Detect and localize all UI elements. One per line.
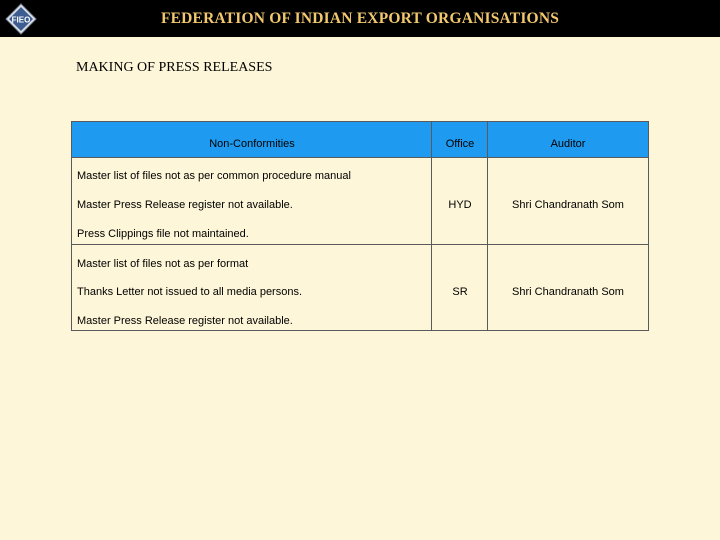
- organisation-title: FEDERATION OF INDIAN EXPORT ORGANISATIONS: [160, 10, 560, 27]
- column-header-nonconformities: Non-Conformities: [209, 138, 295, 150]
- table-row-1-item-2: Master Press Release register not available.: [77, 199, 293, 211]
- table-row-1-auditor: Shri Chandranath Som: [512, 199, 624, 211]
- header-divider: [72, 157, 648, 158]
- column-divider: [487, 122, 488, 330]
- nonconformity-table: [71, 121, 649, 331]
- slide-title: MAKING OF PRESS RELEASES: [76, 60, 273, 75]
- table-row-1-office: HYD: [448, 199, 472, 211]
- table-row-1-item-3: Press Clippings file not maintained.: [77, 228, 249, 240]
- table-row-2-item-1: Master list of files not as per format: [77, 258, 249, 270]
- row-divider: [72, 244, 648, 245]
- table-row-2-item-2: Thanks Letter not issued to all media persons.: [77, 286, 303, 298]
- column-header-auditor: Auditor: [550, 138, 586, 150]
- column-divider: [431, 122, 432, 330]
- table-row-2-auditor: Shri Chandranath Som: [512, 286, 624, 298]
- table-row-1-item-1: Master list of files not as per common procedure manual: [77, 170, 351, 182]
- column-header-office: Office: [445, 138, 475, 150]
- svg-text:FIEO: FIEO: [11, 15, 31, 25]
- table-row-2-item-3: Master Press Release register not available.: [77, 315, 293, 327]
- table-row-2-office: SR: [452, 286, 468, 298]
- header-bar: [0, 0, 720, 37]
- table-header: [72, 122, 648, 157]
